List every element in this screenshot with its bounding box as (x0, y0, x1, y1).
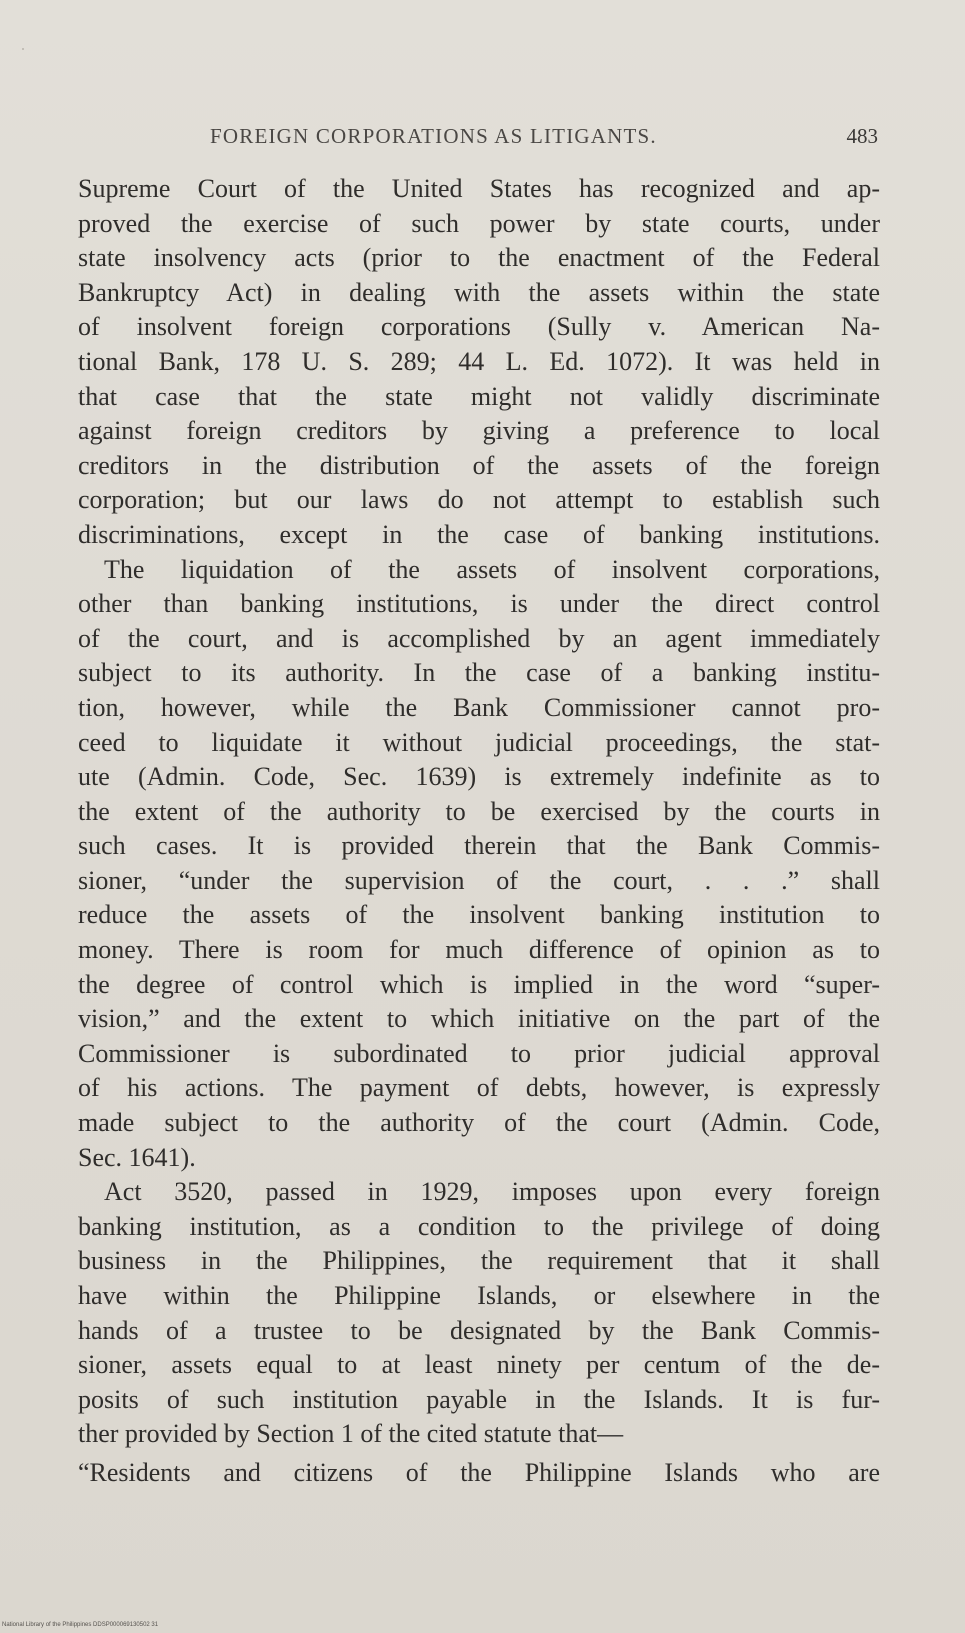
text-line: The liquidation of the assets of insolvent corporations, (104, 554, 880, 584)
text-line: ute (Admin. Code, Sec. 1639) is extremely indefinite as to (78, 762, 880, 792)
body-text (78, 172, 880, 1491)
text-line: of insolvent foreign corporations (Sully v. American Na- (78, 312, 880, 342)
text-line: creditors in the distribution of the assets of the foreign (78, 450, 880, 480)
paragraph-4-quote (78, 1456, 880, 1491)
text-line: state insolvency acts (prior to the enactment of the Federal (78, 243, 880, 273)
text-line: business in the Philippines, the requirement that it shall (78, 1246, 880, 1276)
paragraph-3 (78, 1175, 880, 1452)
text-line: have within the Philippine Islands, or elsewhere in the (78, 1281, 880, 1310)
text-line: the extent of the authority to be exercised by the courts in (78, 796, 880, 826)
text-line: reduce the assets of the insolvent banking institution to (78, 900, 880, 930)
text-line: of his actions. The payment of debts, however, is expressly (78, 1073, 880, 1103)
text-line: hands of a trustee to be designated by the Bank Commis- (78, 1315, 880, 1345)
text-line: sioner, assets equal to at least ninety per centum of the de- (78, 1350, 880, 1380)
text-line: other than banking institutions, is under the direct control (78, 589, 880, 619)
text-line: “Residents and citizens of the Philippine Islands who are (78, 1457, 880, 1487)
text-line: proved the exercise of such power by state courts, under (78, 208, 880, 238)
scan-imprint: National Library of the Philippines DDSP000069130502 31 (2, 1622, 159, 1628)
text-line: money. There is room for much difference of opinion as to (78, 935, 880, 965)
text-line: sioner, “under the supervision of the court, . . .” shall (78, 865, 880, 895)
text-line: tional Bank, 178 U. S. 289; 44 L. Ed. 1072). It was held in (78, 346, 880, 376)
page-number: 483 (846, 124, 878, 148)
text-line: Supreme Court of the United States has recognized and ap- (78, 174, 880, 203)
running-head: FOREIGN CORPORATIONS AS LITIGANTS. (210, 124, 657, 148)
text-line: vision,” and the extent to which initiative on the part of the (78, 1004, 880, 1034)
text-line: posits of such institution payable in the Islands. It is fur- (78, 1384, 880, 1414)
text-line: ceed to liquidate it without judicial proceedings, the stat- (78, 727, 880, 757)
text-line: made subject to the authority of the court (Admin. Code, (78, 1108, 880, 1138)
text-line: that case that the state might not validly discriminate (78, 381, 880, 411)
page-header (78, 124, 878, 154)
text-line: Bankruptcy Act) in dealing with the assets within the state (78, 277, 880, 307)
paragraph-1 (78, 172, 880, 553)
text-line: tion, however, while the Bank Commissioner cannot pro- (78, 692, 880, 722)
text-line: against foreign creditors by giving a preference to local (78, 416, 880, 446)
text-line: corporation; but our laws do not attempt to establish such (78, 485, 880, 515)
text-line: subject to its authority. In the case of a banking institu- (78, 658, 880, 688)
text-line: the degree of control which is implied in the word “super- (78, 969, 880, 999)
text-line: banking institution, as a condition to the privilege of doing (78, 1211, 880, 1241)
text-line: ther provided by Section 1 of the cited statute that— (78, 1419, 624, 1449)
text-line: Act 3520, passed in 1929, imposes upon every foreign (104, 1177, 880, 1207)
text-line: of the court, and is accomplished by an agent immediately (78, 623, 880, 653)
text-line: Commissioner is subordinated to prior judicial approval (78, 1038, 880, 1068)
paper-speck (22, 48, 24, 50)
text-line: such cases. It is provided therein that the Bank Commis- (78, 831, 880, 861)
paragraph-2 (78, 553, 880, 1176)
text-line: Sec. 1641). (78, 1142, 196, 1172)
text-line: discriminations, except in the case of banking institutions. (78, 519, 880, 549)
